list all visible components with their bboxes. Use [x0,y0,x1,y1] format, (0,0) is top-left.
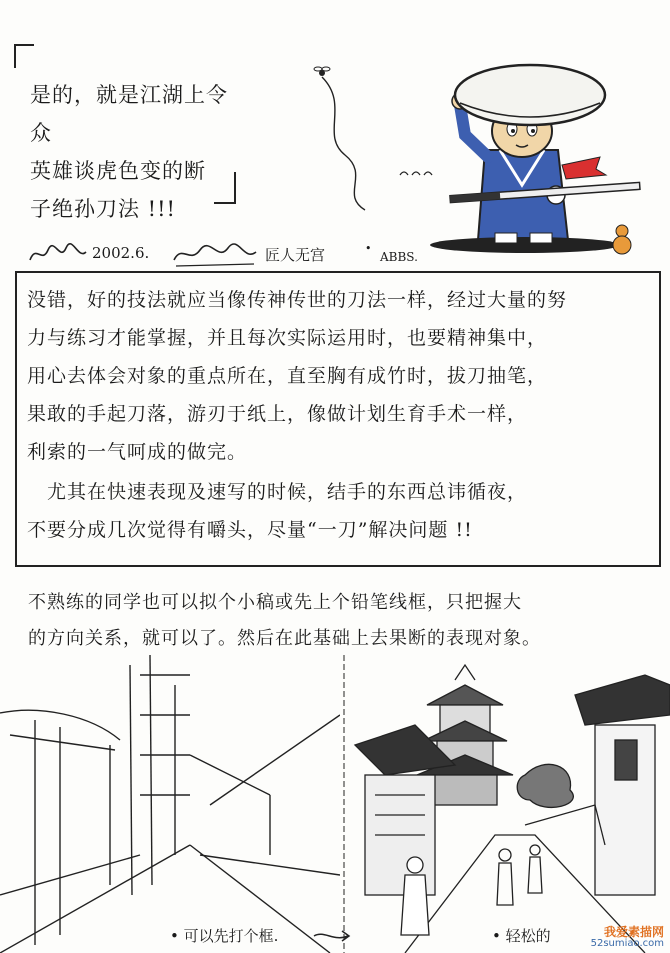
paragraph-1 [27,281,567,471]
speech-bubble [14,44,236,221]
text-line: 用心去体会对象的重点所在，直至胸有成竹时，拔刀抽笔， [27,365,548,387]
motion-marks [400,172,432,175]
fly-path [322,77,365,210]
bubble-line: 子绝孙刀法 !!! [30,197,176,221]
paragraph-2 [27,473,527,549]
note-line: 的方向关系，就可以了。然后在此基础上去果断的表现对象。 [28,628,541,649]
site-watermark [591,926,664,949]
bullet-dot: • [365,242,372,255]
bubble-line: 是的，就是江湖上令众 [30,83,228,145]
caption-left: • 可以先打个框. [170,927,279,945]
author-name: 匠人无宫 [265,246,326,264]
watermark-title: 我爱素描网 [603,924,664,939]
text-line: 没错，好的技法就应当像传神传世的刀法一样，经过大量的努 [27,289,568,311]
bubble-line: 英雄谈虎色变的断 [30,159,206,183]
watermark-url: 52sumiao.com [590,937,664,949]
signature-scribble [28,242,88,266]
studio-name: ABBS. [380,250,418,264]
straw-hat [455,65,605,125]
red-flag [562,157,606,179]
text-line: 不要分成几次觉得有嚼头，尽量“一刀”解决问题 !! [27,519,473,541]
practice-note [28,585,541,657]
signature-row [20,240,660,270]
bubble-text [30,76,236,228]
sketch-date: 2002.6. [92,244,150,262]
temple-street-sketch [345,655,670,953]
fly-icon [314,67,330,76]
arrow-icon [312,928,352,944]
text-line: 果敢的手起刀落，游刃于纸上，像做计划生育手术一样， [27,403,528,425]
note-line: 不熟练的同学也可以拟个小稿或先上个铅笔线框，只把握大 [28,592,522,613]
swordsman-illustration [300,45,650,260]
text-line: 尤其在快速表现及速写的时候，结手的东西总讳循夜， [27,481,528,503]
bubble-corner-top-left [14,44,34,68]
text-line: 利索的一气呵成的做完。 [27,441,248,463]
caption-right: • 轻松的 [492,927,551,945]
author-scribble [170,240,258,268]
perspective-frame-sketch [0,655,340,953]
main-text-box [15,271,661,567]
text-line: 力与练习才能掌握，并且每次实际运用时，也要精神集中， [27,327,548,349]
